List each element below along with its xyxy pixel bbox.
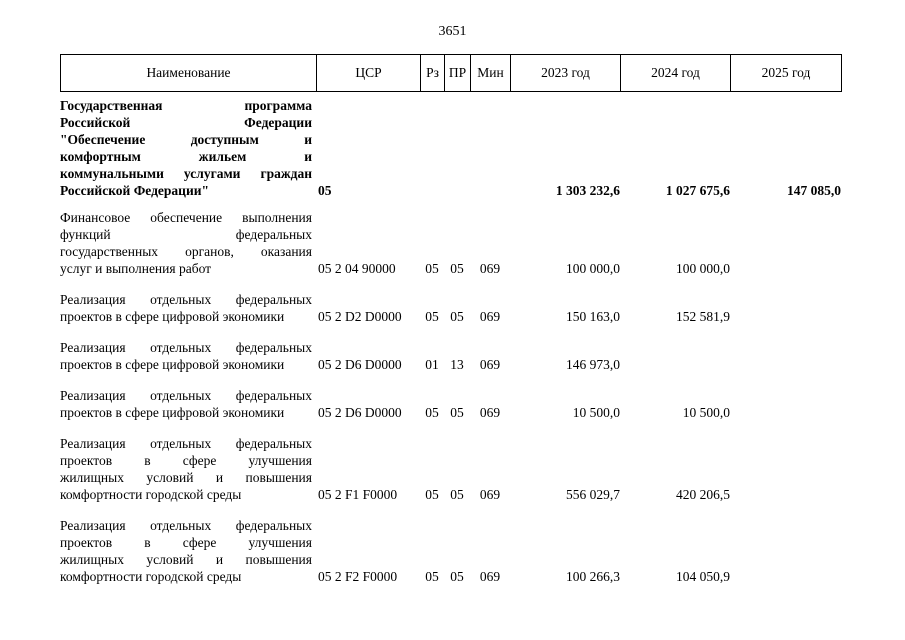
row-name-line: Государственная программа — [60, 98, 312, 113]
table-row — [60, 209, 841, 291]
column-header-2024: 2024 год — [621, 55, 731, 92]
row-pr: 13 — [450, 357, 464, 372]
column-header-min: Мин — [471, 55, 511, 92]
table-row — [60, 291, 841, 339]
column-header-2023: 2023 год — [511, 55, 621, 92]
row-value-2025 — [730, 291, 841, 339]
row-name-line: "Обеспечение доступным и — [60, 132, 312, 147]
row-name-line: услуг и выполнения работ — [60, 261, 212, 276]
row-min: 069 — [479, 357, 501, 372]
row-value-2025 — [730, 387, 841, 435]
row-value-2024: 152 581,9 — [676, 309, 730, 324]
row-min: 069 — [479, 309, 501, 324]
row-name-line: проектов в сфере цифровой экономики — [60, 405, 285, 420]
column-header-rz: Рз — [421, 55, 445, 92]
table-row — [60, 435, 841, 517]
row-value-2025: 147 085,0 — [787, 183, 841, 198]
row-min: 069 — [479, 261, 501, 276]
row-rz: 05 — [425, 405, 439, 420]
row-csr: 05 2 F2 F0000 — [318, 569, 398, 584]
row-value-2023: 556 029,7 — [566, 487, 620, 502]
row-rz: 05 — [425, 309, 439, 324]
row-name-line: комфортности городской среды — [60, 569, 242, 584]
row-pr: 05 — [450, 569, 464, 584]
row-name-line: функций федеральных — [60, 227, 312, 242]
row-name — [60, 209, 316, 291]
row-name-line: жилищных условий и повышения — [60, 552, 312, 567]
row-value-2024: 420 206,5 — [676, 487, 730, 502]
row-name-line: проектов в сфере улучшения — [60, 535, 312, 550]
row-csr: 05 2 F1 F0000 — [318, 487, 398, 502]
row-pr: 05 — [450, 309, 464, 324]
row-value-2024: 100 000,0 — [676, 261, 730, 276]
row-min: 069 — [479, 569, 501, 584]
row-min — [470, 97, 510, 209]
row-name-line: Реализация отдельных федеральных — [60, 436, 312, 451]
row-name-line: коммунальными услугами граждан — [60, 166, 312, 181]
row-name-line: комфортности городской среды — [60, 487, 242, 502]
row-pr: 05 — [450, 405, 464, 420]
row-name-line: Финансовое обеспечение выполнения — [60, 210, 312, 225]
row-rz: 05 — [425, 487, 439, 502]
column-header-pr: ПР — [445, 55, 471, 92]
row-value-2024: 104 050,9 — [676, 569, 730, 584]
table-row — [60, 517, 841, 599]
row-rz: 05 — [425, 569, 439, 584]
row-min: 069 — [479, 405, 501, 420]
row-rz: 05 — [425, 261, 439, 276]
row-min: 069 — [479, 487, 501, 502]
row-value-2023: 146 973,0 — [566, 357, 620, 372]
row-name — [60, 97, 316, 209]
row-value-2023: 100 266,3 — [566, 569, 620, 584]
row-csr: 05 2 04 90000 — [318, 261, 396, 276]
row-name-line: Реализация отдельных федеральных — [60, 518, 312, 533]
table-row — [60, 387, 841, 435]
page-number: 3651 — [438, 24, 467, 39]
row-csr: 05 2 D6 D0000 — [318, 357, 402, 372]
row-name-line: Российской Федерации — [60, 115, 312, 130]
row-name — [60, 291, 316, 339]
row-rz — [420, 97, 444, 209]
row-name-line: жилищных условий и повышения — [60, 470, 312, 485]
row-value-2023: 10 500,0 — [572, 405, 620, 420]
row-name — [60, 387, 316, 435]
row-value-2025 — [730, 435, 841, 517]
row-name — [60, 435, 316, 517]
row-name-line: Российской Федерации" — [60, 183, 210, 198]
row-name-line: комфортным жильем и — [60, 149, 312, 164]
row-name-line: Реализация отдельных федеральных — [60, 292, 312, 307]
row-name-line: государственных органов, оказания — [60, 244, 312, 259]
column-header-csr: ЦСР — [317, 55, 421, 92]
row-name-line: проектов в сфере цифровой экономики — [60, 357, 285, 372]
row-csr: 05 — [318, 183, 332, 198]
table-row — [60, 339, 841, 387]
row-name-line: Реализация отдельных федеральных — [60, 388, 312, 403]
row-pr — [444, 97, 470, 209]
row-name — [60, 517, 316, 599]
row-csr: 05 2 D2 D0000 — [318, 309, 402, 324]
column-header-name: Наименование — [61, 55, 317, 92]
row-rz: 01 — [425, 357, 439, 372]
row-name-line: проектов в сфере цифровой экономики — [60, 309, 285, 324]
table-row — [60, 97, 841, 209]
row-csr: 05 2 D6 D0000 — [318, 405, 402, 420]
row-name-line: Реализация отдельных федеральных — [60, 340, 312, 355]
table-header — [60, 54, 842, 92]
row-pr: 05 — [450, 487, 464, 502]
row-value-2025 — [730, 209, 841, 291]
row-value-2024 — [620, 339, 730, 387]
row-value-2024: 1 027 675,6 — [665, 183, 730, 198]
row-value-2025 — [730, 517, 841, 599]
row-pr: 05 — [450, 261, 464, 276]
row-value-2025 — [730, 339, 841, 387]
row-value-2023: 100 000,0 — [566, 261, 620, 276]
row-name — [60, 339, 316, 387]
column-header-2025: 2025 год — [731, 55, 842, 92]
row-value-2024: 10 500,0 — [682, 405, 730, 420]
row-value-2023: 150 163,0 — [566, 309, 620, 324]
budget-table — [60, 97, 841, 599]
row-value-2023: 1 303 232,6 — [555, 183, 620, 198]
row-name-line: проектов в сфере улучшения — [60, 453, 312, 468]
